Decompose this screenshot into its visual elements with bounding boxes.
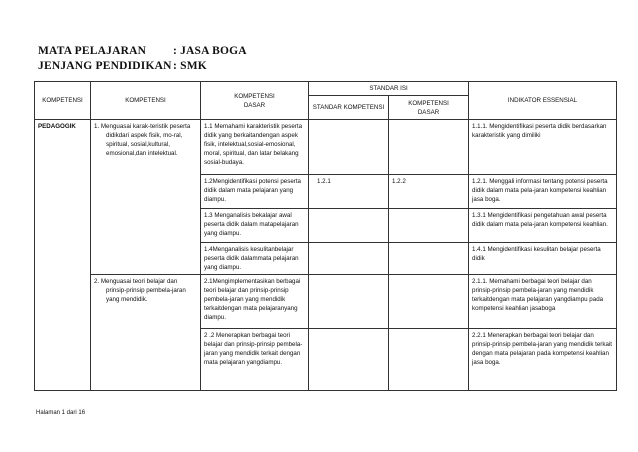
kompetensi-2-cell <box>91 275 201 391</box>
kompetensi-2-number: 2. <box>94 278 100 285</box>
kompetensi-1-number: 1. <box>94 123 100 130</box>
kd-cell: 1.4Menganalisis kesulitanbelajar peserta didik dalammata pelajaran yang diampu. <box>201 243 309 275</box>
competency-table <box>34 81 617 391</box>
header-kd2-line2: DASAR <box>417 108 440 116</box>
table-row <box>35 275 617 329</box>
document-header <box>38 44 247 74</box>
kd-cell: 2.1Mengimplementasikan berbagai teori belajar dan prinsip-prinsip pembela-jaran yang mendidik terkaitdengan mata pelajaranyang diampu. <box>201 275 309 329</box>
header-kompetensi-dasar <box>201 82 309 120</box>
mapel-label: MATA PELAJARAN <box>38 45 147 57</box>
kd2-cell <box>389 275 469 329</box>
kd2-cell: 1.2.2 <box>389 175 469 209</box>
pedagogik-cell: PEDAGOGIK <box>35 120 91 391</box>
indikator-cell: 1.1.1. Mengidentifikasi peserta didik berdasarkan karakteristik yang dimiliki <box>469 120 617 175</box>
kd2-cell <box>389 120 469 175</box>
header-kd-line1: KOMPETENSI <box>234 92 275 100</box>
table-row <box>35 120 617 175</box>
sk-cell <box>309 243 389 275</box>
kd2-cell <box>389 243 469 275</box>
header-kd2-line1: KOMPETENSI <box>408 99 449 107</box>
indikator-cell: 2.2.1 Menerapkan berbagai teori belajar dan prinsip-prinsip pembela-jaran yang mendidik terkait dengan mata pelajaran pada kompetensi keahlian jasa boga. <box>469 329 617 391</box>
mapel-value: : JASA BOGA <box>173 45 247 57</box>
kompetensi-1-cell <box>91 120 201 275</box>
header-kompetensi-dasar-2 <box>389 96 469 120</box>
kd2-cell <box>389 329 469 391</box>
page-footer: Halaman 1 dari 16 <box>36 410 86 416</box>
sk-cell <box>309 275 389 329</box>
header-standar-isi: STANDAR ISI <box>309 82 469 96</box>
sk-cell <box>309 329 389 391</box>
header-kd-line2: DASAR <box>243 101 266 109</box>
indikator-cell: 1.2.1. Menggali informasi tentang potensi peserta didik dalam mata pela-jaran kompetensi keahlian jasa boga. <box>469 175 617 209</box>
kompetensi-1-text: Menguasai karak-teristik peserta didikdari aspek fisik, mo-ral, spiritual, sosial,kultural, emosional,dan intelektual. <box>100 123 191 157</box>
kd-cell: 1.1 Memahami karakteristik peserta didik yang berkaitandengan aspek fisik, intelektual,sosial-emosional, moral, spiritual, dan latar belakang sosial-budaya. <box>201 120 309 175</box>
header-kompetensi-2: KOMPETENSI <box>91 82 201 120</box>
sk-cell <box>309 120 389 175</box>
sk-cell <box>309 209 389 243</box>
jenjang-label: JENJANG PENDIDIKAN <box>38 60 172 72</box>
header-kompetensi-1: KOMPETENSI <box>35 82 91 120</box>
kd-cell: 1.3 Menganalisis bekalajar awal peserta didik dalam matapelajaran yang diampu. <box>201 209 309 243</box>
sk-cell: 1.2.1 <box>309 175 389 209</box>
header-indikator: INDIKATOR ESSENSIAL <box>469 82 617 120</box>
header-standar-kompetensi: STANDAR KOMPETENSI <box>309 96 389 120</box>
table-header-row <box>35 82 617 96</box>
kd-cell: 2 .2 Menerapkan berbagai teori belajar dan prinsip-prinsip pembela-jaran yang mendidik terkait dengan mata pelajaran yangdiampu. <box>201 329 309 391</box>
kd-cell: 1.2Mengidentifikasi potensi peserta didik dalam mata pelajaran yang diampu. <box>201 175 309 209</box>
indikator-cell: 1.3.1 Mengidentifikasi pengetahuan awal peserta didik dalam mata pela-jaran kompetensi keahlian. <box>469 209 617 243</box>
indikator-cell: 1.4.1 Mengidentifikasi kesulitan belajar peserta didik <box>469 243 617 275</box>
kd2-cell <box>389 209 469 243</box>
indikator-cell: 2.1.1. Memahami berbagai teori belajar dan prinsip-prinsip pembela-jaran yang mendidik terkaitdengan mata pelajaran yangdiampu pada kompetensi keahlian jasaboga <box>469 275 617 329</box>
kompetensi-2-text: Menguasai teori belajar dan prinsip-prinsip pembela-jaran yang mendidik. <box>100 278 186 303</box>
jenjang-value: : SMK <box>173 60 207 72</box>
